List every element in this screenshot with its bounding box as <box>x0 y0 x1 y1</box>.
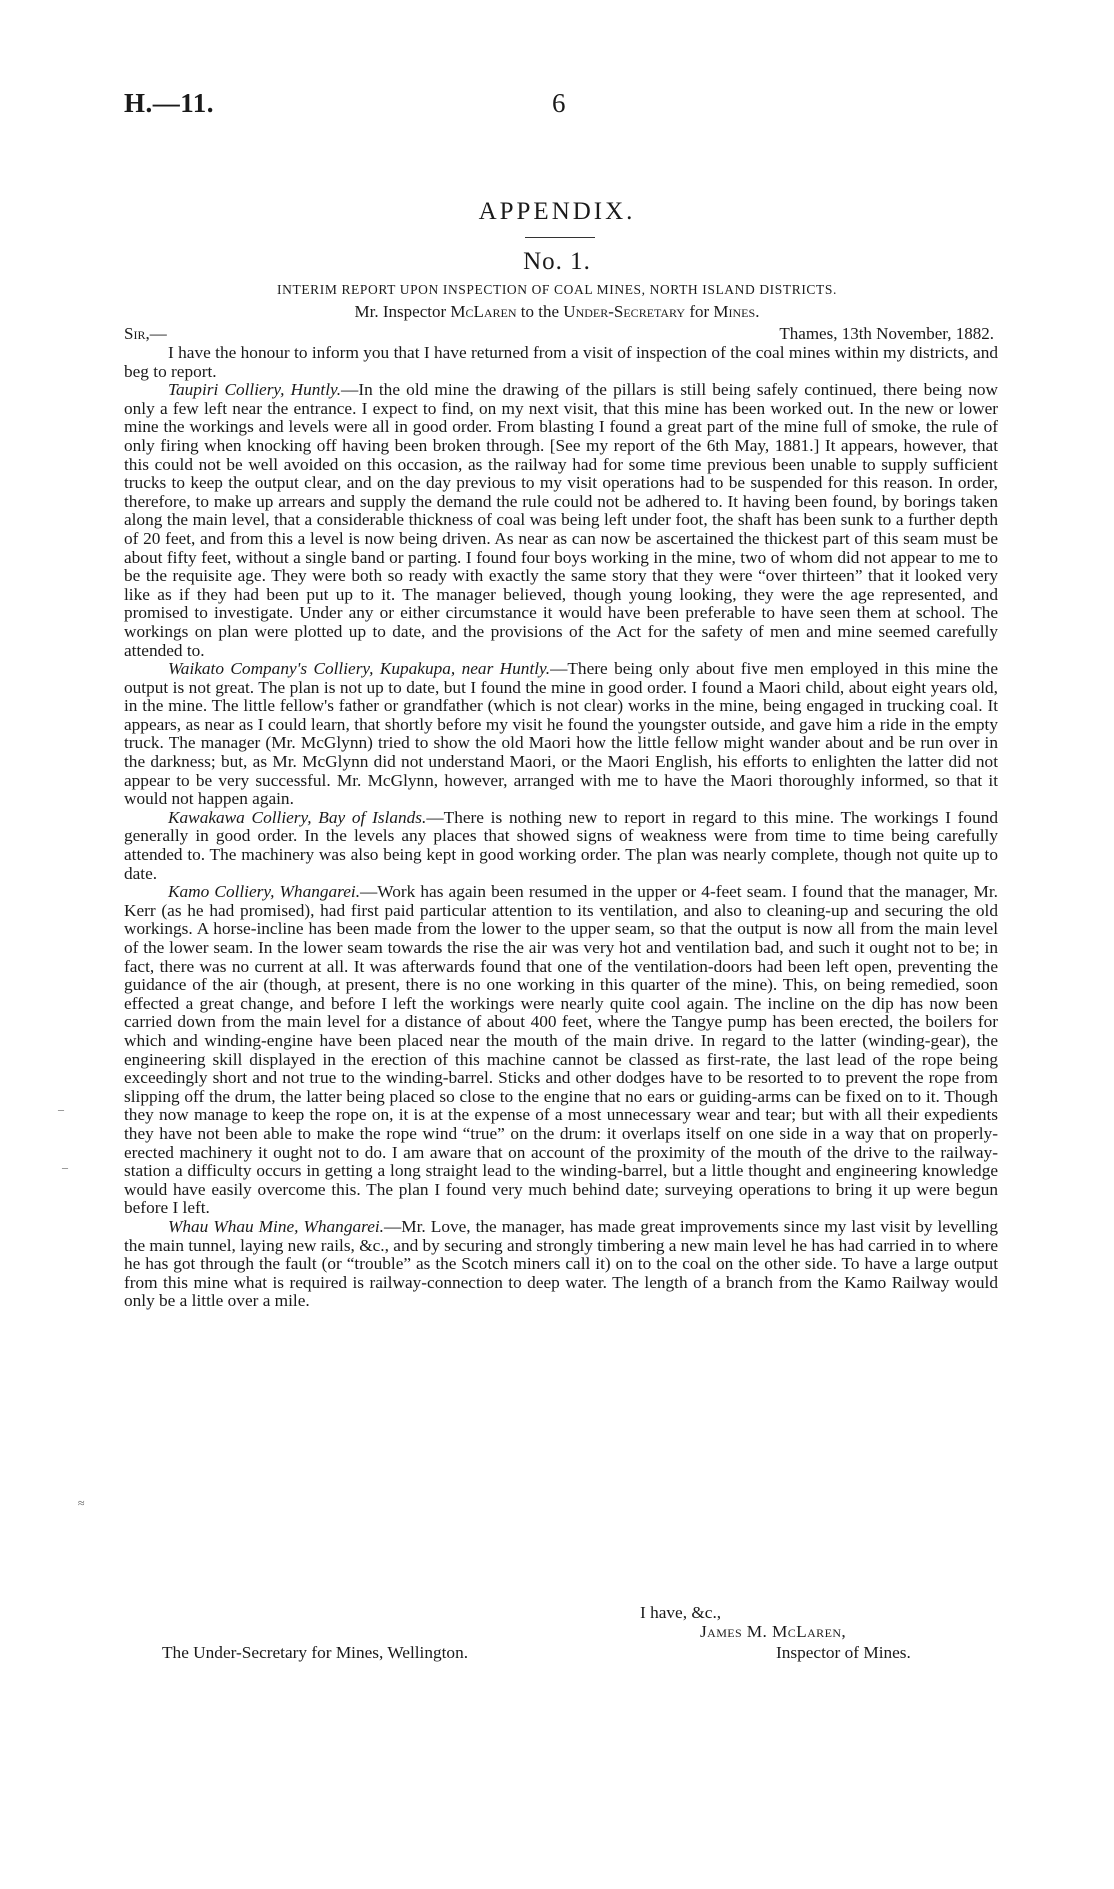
report-title: INTERIM REPORT UPON INSPECTION OF COAL MINES, NORTH ISLAND DISTRICTS. <box>277 282 837 297</box>
paragraph-intro <box>124 344 998 381</box>
document-reference: H.—11. <box>124 88 215 118</box>
report-subtitle <box>0 302 1114 322</box>
signature-name: James M. McLaren, <box>700 1622 847 1641</box>
subtitle-prefix: Mr. Inspector <box>354 302 451 321</box>
paragraph-text: —Work has again been resumed in the upper or 4-feet seam. I found that the manager, Mr. Kerr (as he had promised), had first paid particular attention to its ventilation, and also to cleaning-up and securing the old workings. A horse-incline has been made from the lower to the upper seam, so that the output is now all from the main level of the lower seam. In the lower seam towards the rise the air was very hot and ventilation bad, and such it ought not to be; in fact, there was no current at all. It was afterwards found that one of the ventilation-doors had been left open, preventing the guidance of the air (though, at present, there is no one working in this quarter of the mine). This, on being remedied, soon effected a great change, and before I left the workings were nearly quite cool again. The incline on the dip has now been carried down from the main level for a distance of about 400 feet, where the Tangye pump has been erected, the boilers for which and winding-engine have been placed near the mouth of the main drive. In regard to the latter (winding-gear), the engineering skill displayed in the erection of this machine cannot be classed as first-rate, the last lead of the rope being exceedingly short and not true to the winding-barrel. Sticks and other dodges have to be resorted to to prevent the rope from slipping off the drum, the latter being placed so close to the engine that no ears or guiding-arms can be fixed on to it. Though they now manage to keep the rope on, it is at the expense of a most unnecessary wear and tear; but with all their expedients they have not been able to make the rope wind “true” on the drum: it overlaps itself on one side in a way that on properly-erected machinery it ought not to do. I am aware that on account of the proximity of the mouth of the drive to the railway-station a difficulty occurs in getting a long straight lead to the winding-barrel, but a little thought and engineering knowledge would have easily overcome this. The plan I found very much behind date; surveying operations to bring it up were begun before I left. <box>124 882 998 1218</box>
margin-mark: – <box>58 1102 64 1116</box>
subtitle-name: McLaren <box>450 302 517 321</box>
paragraph-text: —There being only about five men employed in this mine the output is not great. The plan is not up to date, but I found the mine in good order. I found a Maori child, about eight years old, in the mine. The little fellow's father or grandfather (which is not clear) works in the mine, being engaged in trucking coal. It appears, as near as I could learn, that shortly before my visit he found the youngster outside, and gave him a ride in the empty truck. The manager (Mr. McGlynn) tried to show the old Maori how the little fellow might wander about and be run over in the darkness; but, as Mr. McGlynn did not understand Maori, or the Maori English, his efforts to enlighten the latter did not appear to be very successful. Mr. McGlynn, however, arranged with me to have the Maori thoroughly informed, so that it would not happen again. <box>124 659 998 809</box>
paragraph-kawakawa <box>124 809 998 883</box>
paragraph-text: —There is nothing new to report in regard to this mine. The workings I found generally in good order. In the levels any places that showed signs of weakness were from time to time being carefully attended to. The machinery was also being kept in good working order. The plan was nearly complete, though not quite up to date. <box>124 807 998 883</box>
appendix-number: No. 1. <box>523 248 591 275</box>
page-number: 6 <box>552 88 566 118</box>
closing-line: I have, &c., <box>640 1603 722 1622</box>
paragraph-heading: Taupiri Colliery, Huntly. <box>168 380 342 400</box>
paragraph-waikato <box>124 660 998 809</box>
subtitle-dept: Mines. <box>713 302 760 321</box>
paragraph-heading: Kamo Colliery, Whangarei. <box>168 882 361 902</box>
paragraph-taupiri <box>124 381 998 660</box>
dateline: Thames, 13th November, 1882. <box>779 324 994 343</box>
subtitle-for: for <box>685 302 714 321</box>
subtitle-middle: to the <box>516 302 564 321</box>
signature-title: Inspector of Mines. <box>776 1643 911 1662</box>
paragraph-text: —In the old mine the drawing of the pillars is still being safely continued, there being now only a few left near the entrance. I expect to find, on my next visit, that this mine has been worked out. In the new or lower mine the workings and levels were all in good order. From blasting I found a great part of the mine full of smoke, the rule of only firing when knocking off having been broken through. [See my report of the 6th May, 1881.] It appears, however, that this could not be well avoided on this occasion, as the railway had for some time previous been unable to supply sufficient trucks to keep the output clear, and on the day previous to my visit operations had to be suspended for this reason. In order, therefore, to make up arrears and supply the demand the rule could not be adhered to. It having been found, by borings taken along the main level, that a considerable thickness of coal was being left under foot, the shaft has been sunk to a further depth of 20 feet, and from this a level is now being driven. As near as can now be ascertained the thickest part of this seam must be about fifty feet, without a single band or parting. I found four boys working in the mine, two of whom did not appear to me to be the requisite age. They were both so ready with exactly the same story that they were “over thirteen” that it looked very like as if they had been put up to it. The manager believed, though young looking, they were the age represented, and promised to investigate. Under any or either circumstance it would have been preferable to have seen them at school. The workings on plan were plotted up to date, and the provisions of the Act for the safety of men and mine seemed carefully attended to. <box>124 380 998 660</box>
letter-body <box>124 344 998 1311</box>
paragraph-heading: Waikato Company's Colliery, Kupakupa, near Huntly. <box>168 659 551 679</box>
addressee: The Under-Secretary for Mines, Wellington. <box>162 1643 469 1662</box>
paragraph-text: I have the honour to inform you that I have returned from a visit of inspection of the coal mines within my districts, and beg to report. <box>124 343 998 381</box>
margin-mark: ≈ <box>78 1496 85 1510</box>
subtitle-recipient: Under-Secretary <box>563 302 686 321</box>
paragraph-whau-whau <box>124 1218 998 1311</box>
paragraph-heading: Kawakawa Colliery, Bay of Islands. <box>168 807 427 827</box>
paragraph-kamo <box>124 883 998 1218</box>
title-rule <box>525 237 595 238</box>
margin-mark: – <box>62 1160 68 1174</box>
salutation: Sir,— <box>124 324 167 343</box>
paragraph-heading: Whau Whau Mine, Whangarei. <box>168 1216 384 1236</box>
appendix-title: APPENDIX. <box>478 198 636 225</box>
paragraph-text: —Mr. Love, the manager, has made great improvements since my last visit by levelling the main tunnel, laying new rails, &c., and by securing and strongly timbering a new main level he has had carried in to where he has got through the fault (or “trouble” as the Scotch miners call it) on to the coal on the other side. To have a large output from this mine what is required is railway-connection to deep water. The length of a branch from the Kamo Railway would only be a little over a mile. <box>124 1216 998 1311</box>
